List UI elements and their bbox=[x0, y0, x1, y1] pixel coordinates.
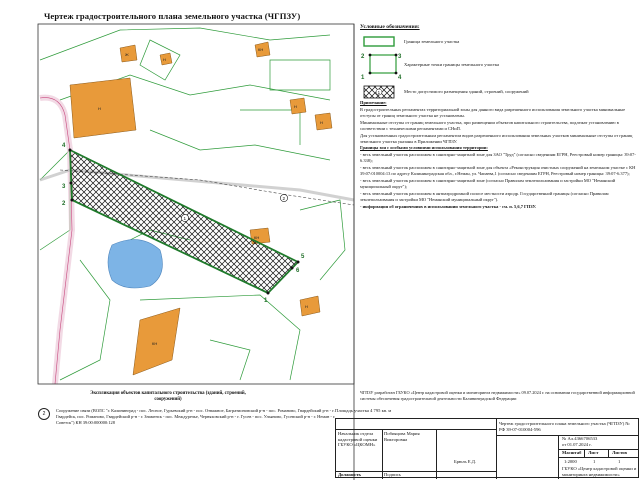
doc-date: от 01.07.2024 г. bbox=[562, 442, 592, 447]
explication-text: Сооружение связи (ВОЛС "г. Калининград - пос. Лесное, Гурьевский р-н - пос. Отважное, Багратионовский р-н - пос. Романово, Гвардейский р-н - г. Гвардейск, пос. Романово, Гвардейский р-н - г. Знаменск - пос. Междуречье, Черняховский р-н - г. Гусев - пос. Ульяново, Гусевский р-н - г. Неман - г. Советск") КН 39:00:000000:128 bbox=[56, 408, 336, 425]
sheets-value: 1 bbox=[618, 459, 621, 464]
notes-bullet: - весь земельный участок расположен в санитарно-защитной зоне для ЗАО "Труд" (согласно сведениям ЕГРН, Реестровый номер границы: 39:07-6.338); bbox=[360, 152, 636, 164]
notes-bullet: - весь земельный участок расположен в санитарно-защитной зоне (согласно Правилам землепользования и застройки МО "Неманский муниципальный округ"); bbox=[360, 178, 616, 189]
svg-text:2: 2 bbox=[361, 54, 365, 60]
building-label: Н bbox=[163, 57, 166, 62]
building-label: КН bbox=[152, 341, 158, 346]
sheet-label: Лист bbox=[588, 450, 599, 455]
svg-text:2: 2 bbox=[282, 196, 286, 201]
notes-paragraph: В градостроительных регламентах территориальной зоны для данного вида разрешенного использования земельного участка минимальные отступы от границ земельного участка не установлены. bbox=[360, 106, 626, 118]
scale-value: 1:2000 bbox=[564, 459, 577, 464]
doc-number: № Ал.4366706533 bbox=[562, 436, 598, 441]
explication-marker: 2 bbox=[38, 408, 50, 420]
area-label: Площадь участка 4 795 кв. м bbox=[335, 408, 392, 413]
notes-subhead: Границы зон с особыми условиями использования территории: bbox=[360, 145, 488, 151]
stamp-note: ЧГПЗУ разработан ГБУКО «Центр кадастровой оценки и мониторинга недвижимости» 09.07.2024 г. на основании государственной информационной системы обеспечения градостроительной деятельности Калининградской Федерации bbox=[360, 390, 635, 401]
vertex-label: 2 bbox=[62, 201, 66, 207]
person-name: Побияцова Мария Викторовна bbox=[384, 431, 420, 442]
boundary-swatch-icon bbox=[360, 34, 400, 50]
notes-paragraph: Минимальные отступы от границ земельного участка, при размещении объектов капитального строительства, подлежат установлению в соответствии с техническими регламентами и СНиП. bbox=[360, 119, 619, 131]
pond bbox=[108, 240, 162, 288]
svg-text:3: 3 bbox=[398, 54, 402, 60]
svg-text:4: 4 bbox=[398, 75, 402, 80]
building-label: Н bbox=[320, 120, 323, 125]
hatch-swatch-icon bbox=[360, 84, 400, 100]
legend-label: Граница земельного участка bbox=[404, 39, 460, 44]
svg-text:1: 1 bbox=[377, 90, 381, 95]
position-label: Должность bbox=[338, 472, 361, 477]
building-label: КН bbox=[254, 235, 260, 240]
notes-bullet: - весь земельный участок расположен в санитарно-защитной зоне для объекта «Реконструкция очистных сооружений на земельном участке с КН 39:07:010004:13 по адресу Калининградская обл., г.Неман, ул. Чапаева,1 (согласно сведениям ЕГРН, Реестровый номер границы: 39:07-6.377); bbox=[360, 165, 636, 177]
building-label: Н bbox=[305, 304, 308, 309]
title-block bbox=[335, 418, 639, 478]
legend bbox=[360, 24, 636, 104]
page-title: Чертеж градостроительного плана земельного участка (ЧГПЗУ) bbox=[44, 11, 301, 21]
vertex-label: 1 bbox=[264, 298, 268, 304]
points-swatch-icon bbox=[360, 50, 404, 80]
svg-text:1: 1 bbox=[183, 216, 187, 221]
vertex-label: 6 bbox=[296, 268, 300, 274]
legend-item-points bbox=[360, 50, 636, 80]
explication-title: Экспликация объектов капитального строительства (зданий, строений, сооружений) bbox=[90, 391, 246, 402]
explication-block bbox=[38, 388, 354, 480]
building-label: Н bbox=[294, 104, 297, 109]
executor-name: Брюль Е.Д. bbox=[454, 459, 477, 464]
notes-last: - информация об ограничениях в использовании земельного участка - см. п. 5,6,7 ГПЗУ. bbox=[360, 203, 537, 209]
notes-block bbox=[360, 100, 636, 288]
notes-paragraph: Для установленных градостроительным регламентом видов разрешенного использования земельных участков минимальные отступы от границ земельного участка указаны в Приложении ЧГПЗУ. bbox=[360, 132, 633, 144]
svg-text:1: 1 bbox=[361, 75, 365, 80]
org-name: ГБУКО «Центр кадастровой оценки и мониторинга недвижимости» bbox=[562, 466, 637, 477]
legend-title: Условные обозначения: bbox=[360, 24, 420, 30]
sign-label: Подпись bbox=[384, 472, 401, 477]
notes-bullet: - весь земельный участок расположен в антиаэродромной полосе местности аэродр. Государственной границы (согласно Правилам землепользования и застройки МО "Неманский муниципальный округ"). bbox=[360, 190, 609, 202]
left-label: Начальник отдела кадастровой оценки ГБУКО «ЦКОМН» bbox=[338, 431, 378, 447]
sheets-label: Листов bbox=[612, 450, 627, 455]
vertex-label: 4 bbox=[62, 143, 66, 149]
sheet-value: 1 bbox=[593, 459, 596, 464]
legend-label: Характерные точки границы земельного участка bbox=[404, 62, 500, 67]
building-label: КН bbox=[258, 47, 264, 52]
building-label: Н bbox=[98, 106, 101, 111]
vertex-label: 3 bbox=[62, 184, 66, 190]
notes-head: Примечание: bbox=[360, 100, 387, 105]
plan-title: Чертеж градостроительного плана земельного участка (ЧГПЗУ) № РФ 39-07-010004-596 bbox=[499, 421, 630, 432]
scale-label: Масштаб bbox=[562, 450, 582, 455]
legend-label: Место допустимого размещения зданий, строений, сооружений bbox=[404, 89, 529, 94]
vertex-label: 5 bbox=[301, 254, 305, 260]
building-label: Ж bbox=[125, 52, 129, 57]
